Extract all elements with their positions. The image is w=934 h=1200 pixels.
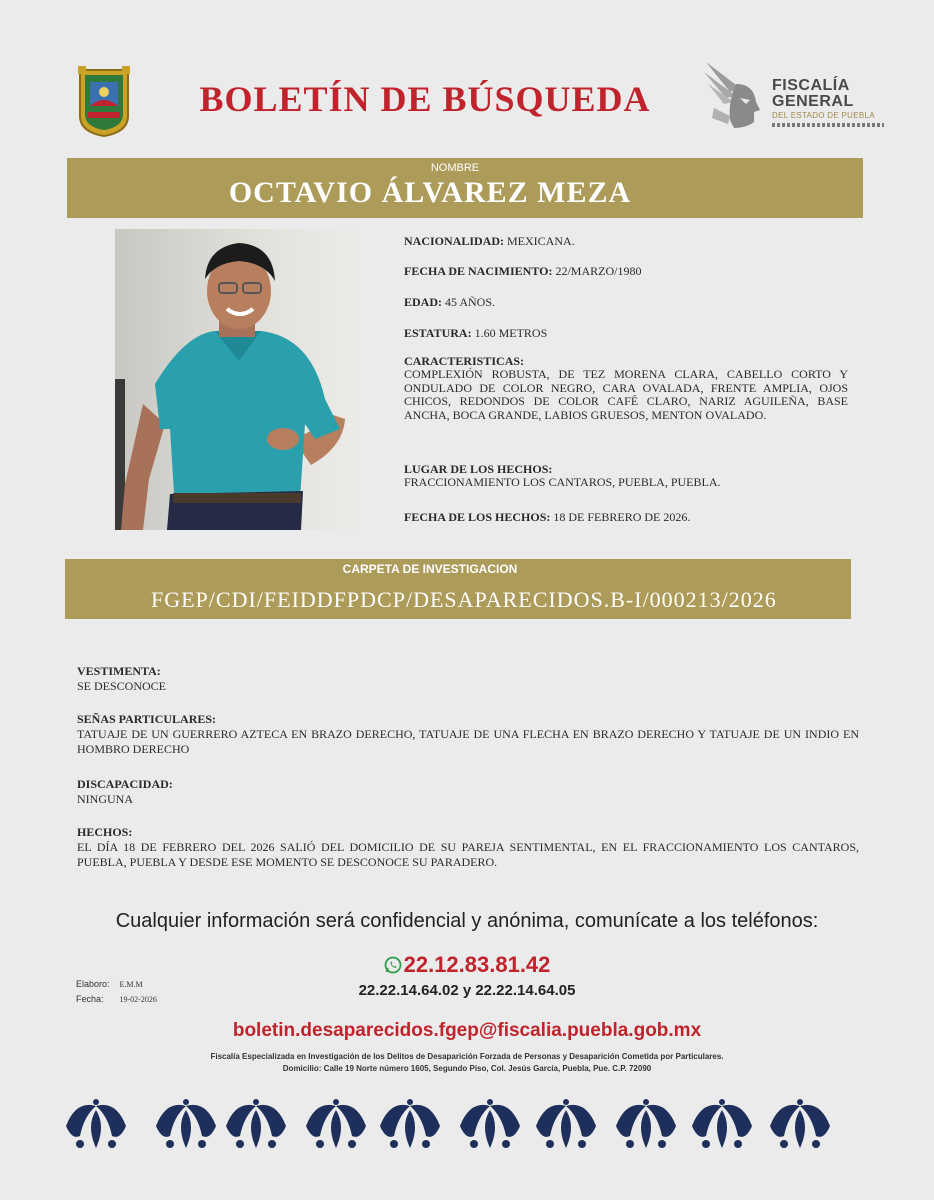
discapacidad-label: DISCAPACIDAD: xyxy=(77,777,173,791)
elaboro-label: Elaboro: xyxy=(76,979,110,989)
edad-label: EDAD: xyxy=(404,295,442,309)
estatura-value: 1.60 METROS xyxy=(474,326,548,340)
whatsapp-number[interactable]: 22.12.83.81.42 xyxy=(403,952,551,977)
field-caracteristicas xyxy=(404,354,848,422)
field-fecha-hechos xyxy=(404,510,690,525)
phone-numbers[interactable]: 22.22.14.64.02 y 22.22.14.64.05 xyxy=(358,982,576,999)
detail-vestimenta xyxy=(77,664,859,694)
agency-name-line3: DEL ESTADO DE PUEBLA xyxy=(772,111,875,120)
estatura-label: ESTATURA: xyxy=(404,326,472,340)
talavera-ornament-border xyxy=(60,1094,874,1154)
lugar-value: FRACCIONAMIENTO LOS CANTAROS, PUEBLA, PUEBLA. xyxy=(404,475,721,489)
person-name: OCTAVIO ÁLVAREZ MEZA xyxy=(228,176,632,209)
field-estatura xyxy=(404,326,547,341)
whatsapp-icon xyxy=(384,956,402,974)
ornament xyxy=(156,1099,216,1148)
contact-message: Cualquier información será confidencial y anónima, comunícate a los teléfonos: xyxy=(115,910,819,932)
nacionalidad-label: NACIONALIDAD: xyxy=(404,234,505,248)
fecha-hechos-value: 18 DE FEBRERO DE 2026. xyxy=(553,510,691,524)
agency-name-line2: GENERAL xyxy=(772,93,854,110)
whatsapp-line xyxy=(0,952,934,978)
ornament xyxy=(692,1099,752,1148)
ornament xyxy=(66,1099,126,1148)
field-nacionalidad xyxy=(404,234,575,249)
fecha-label: Fecha: xyxy=(76,994,104,1004)
bulletin-title: BOLETÍN DE BÚSQUEDA xyxy=(199,79,651,119)
fecha-value: 19-02-2026 xyxy=(119,995,157,1004)
carpeta-caption: CARPETA DE INVESTIGACION xyxy=(342,562,518,576)
footer-agency: Fiscalía Especializada en Investigación de los Delitos de Desaparición Forzada de Personas y Desaparición Cometida por Particulares. xyxy=(210,1052,724,1061)
agency-name-line1: FISCALÍA xyxy=(772,77,850,94)
elaboro-value: E.M.M xyxy=(119,980,143,989)
ornament xyxy=(226,1099,286,1148)
contact-email[interactable]: boletin.desaparecidos.fgep@fiscalia.puebla.gob.mx xyxy=(232,1020,702,1041)
carpeta-band xyxy=(65,559,851,619)
name-band xyxy=(67,158,863,218)
footer-address: Domicilio: Calle 19 Norte número 1605, Segundo Piso, Col. Jesús García, Puebla, Pue. C.P. 72090 xyxy=(282,1064,652,1073)
edad-value: 45 AÑOS. xyxy=(445,295,496,309)
senas-label: SEÑAS PARTICULARES: xyxy=(77,712,217,726)
fecha-hechos-label: FECHA DE LOS HECHOS: xyxy=(404,510,551,524)
vestimenta-value: SE DESCONOCE xyxy=(77,679,167,693)
field-lugar xyxy=(404,462,848,490)
ornament xyxy=(616,1099,676,1148)
name-caption: NOMBRE xyxy=(430,162,480,174)
nacimiento-value: 22/MARZO/1980 xyxy=(555,264,642,278)
nacimiento-label: FECHA DE NACIMIENTO: xyxy=(404,264,553,278)
lugar-label: LUGAR DE LOS HECHOS: xyxy=(404,462,553,476)
fiscalia-logo xyxy=(700,58,900,138)
ornament xyxy=(306,1099,366,1148)
agency-decorative-bar xyxy=(772,123,884,127)
caracteristicas-label: CARACTERISTICAS: xyxy=(404,354,525,368)
nacionalidad-value: MEXICANA. xyxy=(507,234,575,248)
carpeta-number: FGEP/CDI/FEIDDFPDCP/DESAPARECIDOS.B-I/000213/2026 xyxy=(151,587,777,612)
hechos-value: EL DÍA 18 DE FEBRERO DEL 2026 SALIÓ DEL DOMICILIO DE SU PAREJA SENTIMENTAL, EN EL FRACCIONAMIENTO LOS CANTAROS, PUEBLA, PUEBLA Y DESDE ESE MOMENTO SE DESCONOCE SU PARADERO. xyxy=(77,840,859,869)
ornament xyxy=(536,1099,596,1148)
person-photo xyxy=(115,229,357,530)
detail-discapacidad xyxy=(77,777,859,807)
ornament xyxy=(460,1099,520,1148)
hechos-label: HECHOS: xyxy=(77,825,133,839)
detail-senas xyxy=(77,712,859,757)
detail-hechos xyxy=(77,825,859,870)
discapacidad-value: NINGUNA xyxy=(77,792,133,806)
elaboro-block xyxy=(76,977,157,1007)
field-edad xyxy=(404,295,495,310)
fiscalia-logo-icon xyxy=(700,58,764,136)
state-seal-icon xyxy=(76,66,132,138)
caracteristicas-value: COMPLEXIÓN ROBUSTA, DE TEZ MORENA CLARA, CABELLO CORTO Y ONDULADO DE COLOR NEGRO, CARA OVALADA, FRENTE AMPLIA, OJOS CHICOS, REDONDOS DE COLOR CAFÉ CLARO, NARIZ AGUILEÑA, BASE ANCHA, BOCA GRANDE, LABIOS GRUESOS, MENTON OVALADO. xyxy=(404,367,848,422)
vestimenta-label: VESTIMENTA: xyxy=(77,664,161,678)
senas-value: TATUAJE DE UN GUERRERO AZTECA EN BRAZO DERECHO, TATUAJE DE UNA FLECHA EN BRAZO DERECHO Y TATUAJE DE UN INDIO EN HOMBRO DERECHO xyxy=(77,727,859,756)
ornament xyxy=(380,1099,440,1148)
ornament xyxy=(770,1099,830,1148)
field-nacimiento xyxy=(404,264,641,279)
